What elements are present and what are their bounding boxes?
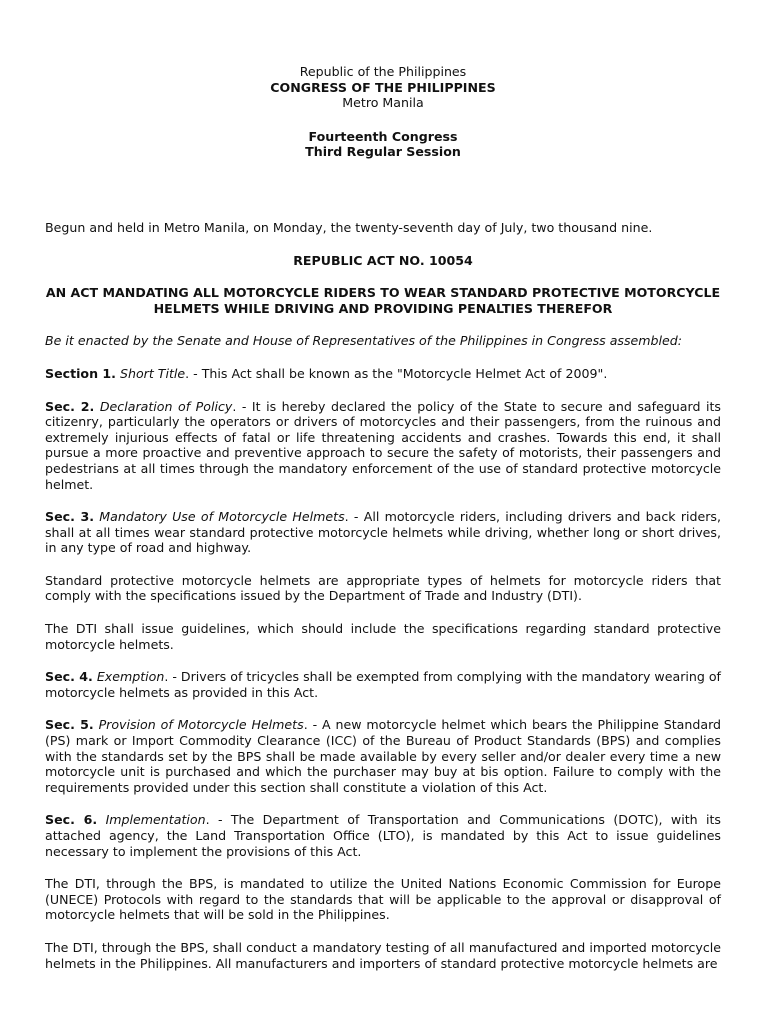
section-3 bbox=[45, 509, 721, 556]
paragraph-unece: The DTI, through the BPS, is mandated to utilize the United Nations Economic Commission for Europe (UNECE) Protocols with regard to the standards that will be applicable to the approval or disapproval of motorcycle helmets that will be sold in the Philippines. bbox=[45, 876, 721, 923]
section-1 bbox=[45, 366, 721, 382]
section-2 bbox=[45, 399, 721, 493]
section-4 bbox=[45, 669, 721, 700]
enacting-clause: Be it enacted by the Senate and House of Representatives of the Philippines in Congress assembled: bbox=[45, 333, 683, 349]
section-text: . - All motorcycle riders, including drivers and back riders, shall at all times wear standard protective motorcycle helmets while driving, whether long or short drives, in any type of road and highway. bbox=[45, 509, 722, 556]
section-title: Provision of Motorcycle Helmets bbox=[98, 717, 304, 733]
section-text: . - The Department of Transportation and Communications (DOTC), with its attached agency, the Land Transportation Office (LTO), is mandated by this Act to issue guidelines necessary to implement the provisions of this Act. bbox=[45, 812, 721, 859]
header-session: Third Regular Session bbox=[305, 144, 461, 160]
section-label: Section 1. bbox=[45, 365, 116, 381]
section-label: Sec. 4. bbox=[45, 669, 93, 685]
document-header bbox=[45, 64, 721, 160]
section-label: Sec. 3. bbox=[45, 509, 95, 525]
section-text: . - Drivers of tricycles shall be exempted from complying with the mandatory wearing of motorcycle helmets as provided in this Act. bbox=[45, 669, 721, 700]
paragraph-mandatory-testing: The DTI, through the BPS, shall conduct a mandatory testing of all manufactured and imported motorcycle helmets in the Philippines. All manufacturers and importers of standard protective motorcycle helmets are bbox=[45, 939, 721, 971]
section-text: . - A new motorcycle helmet which bears the Philippine Standard (PS) mark or Import Commodity Clearance (ICC) of the Bureau of Product Standards (BPS) and complies with the standards set by the BPS shall be made available by every seller and/or dealer every time a new motorcycle unit is purchased and which the purchaser may buy at bis option. Failure to comply with the requirements provided under this section shall constitute a violation of this Act. bbox=[45, 717, 722, 795]
paragraph-standard-helmets: Standard protective motorcycle helmets are appropriate types of helmets for motorcycle riders that comply with the specifications issued by the Department of Trade and Industry (DTI). bbox=[45, 572, 721, 604]
document-page bbox=[45, 64, 721, 988]
section-title: Short Title bbox=[119, 365, 186, 381]
section-6 bbox=[45, 812, 721, 859]
begun-statement: Begun and held in Metro Manila, on Monday, the twenty-seventh day of July, two thousand nine. bbox=[45, 219, 653, 235]
header-republic: Republic of the Philippines bbox=[299, 64, 467, 79]
republic-act-number: REPUBLIC ACT NO. 10054 bbox=[293, 252, 473, 268]
section-label: Sec. 2. bbox=[45, 398, 95, 414]
header-congress-number: Fourteenth Congress bbox=[308, 128, 458, 144]
section-5 bbox=[45, 717, 721, 795]
section-title: Declaration of Policy bbox=[99, 398, 233, 414]
section-text: . - It is hereby declared the policy of the State to secure and safeguard its citizenry, particularly the operators or drivers of motorcycles and their passengers, from the ruinous and extremely injurious effects of fatal or life threatening accidents and crashes. Towards this end, it shall pursue a more proactive and preventive approach to secure the safety of motorists, their passengers and pedestrians at all times through the mandatory enforcement of the use of standard protective motorcycle helmet. bbox=[45, 398, 721, 492]
header-congress: CONGRESS OF THE PHILIPPINES bbox=[270, 79, 496, 95]
header-location: Metro Manila bbox=[342, 95, 424, 111]
section-label: Sec. 5. bbox=[45, 717, 94, 733]
section-label: Sec. 6. bbox=[45, 812, 98, 828]
section-title: Mandatory Use of Motorcycle Helmets bbox=[99, 509, 345, 525]
section-title: Implementation bbox=[105, 812, 206, 828]
section-title: Exemption bbox=[96, 669, 165, 685]
act-title: AN ACT MANDATING ALL MOTORCYCLE RIDERS TO WEAR STANDARD PROTECTIVE MOTORCYCLE HELMETS WHILE DRIVING AND PROVIDING PENALTIES THEREFOR bbox=[45, 285, 721, 316]
section-text: . - This Act shall be known as the "Motorcycle Helmet Act of 2009". bbox=[185, 365, 608, 381]
paragraph-dti-guidelines: The DTI shall issue guidelines, which should include the specifications regarding standard protective motorcycle helmets. bbox=[45, 621, 721, 652]
